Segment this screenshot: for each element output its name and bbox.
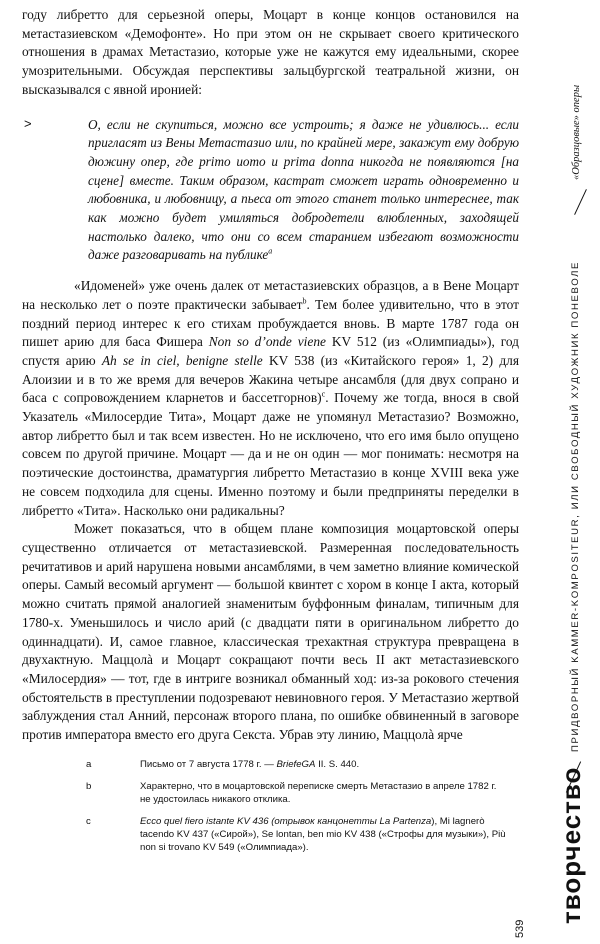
- footnotes: [86, 758, 506, 863]
- footnote-label: c: [86, 816, 91, 827]
- main-text: [22, 6, 519, 745]
- block-quote: [22, 116, 519, 266]
- quote-text: О, если не скупиться, можно все устроить; я даже не удивлюсь... если пригласят из Вены Метастазио или, по крайней мере, закажут ему добрую дюжину опер, где primo uomo и prima donna никогда не появляются [на сцене] вместе. Таким образом, кастрат сможет играть одновременно и любовника, и любовницу, а пьеса от этого станет только интереснее, так как можно будет умиляться добродетели влюбленных, заходящей настолько далеко, что они со всем старанием избегают возможности даже разговаривать на публике$^a$: [88, 116, 519, 263]
- divider-slash: [574, 189, 587, 215]
- paragraph-3: Может показаться, что в общем плане композиция моцартовской оперы существенно отличается от метастазиевской. Размеренная последовательность речитативов и арий нарушена новыми ансамблями, в чем заметно влияние комической оперы. Самый весомый аргумент — большой квинтет с хором в конце I акта, который можно считать прямой аналогией знаменитым буффонным финалам, типичным для 1780-х. Уменьшилось и число арий (с двадцати пяти в оригинальном либретто до одиннадцати). И, самое главное, классическая трехактная структура превращена в двухактную. Маццолà и Моцарт сокращают почти весь II акт метастазиевского «Милосердия» — тот, где в интриге возникал обманный ход: из-за рокового стечения обстоятельств в преступлении подозревают невиновного героя. У Метастазио жертвой заблуждения стал Анний, персонаж второго плана, по ошибке обвиненный в заговоре против императора вместо его друга Секста. Убрав эту линию, Маццолà ярче: [22, 521, 519, 743]
- footnote-ref-a: a: [268, 247, 273, 257]
- footnote-c: c Ecco quel fiero istante KV 436 (отрывок канцонетты La Partenza), Mi lagnerò tacendo KV 437 («Сирой»), Se lontan, ben mio KV 438 («Строфы для музыки»), Più non si trovano KV 549 («Олимпиада»).: [86, 816, 506, 853]
- footnote-label: a: [86, 759, 92, 770]
- footnote-b: b Характерно, что в моцартовской переписке смерть Метастазио в апреле 1782 г. не удостоилась никакого отклика.: [86, 781, 497, 805]
- chapter-title: «Образцовые» оперы: [571, 84, 582, 180]
- quote-marker: >: [24, 115, 32, 131]
- footnote-ref-b: b: [302, 296, 307, 306]
- footnote-ref-c: c: [321, 389, 326, 399]
- paragraph-1: году либретто для серьезной оперы, Моцарт в конце концов остановился на метастазиевском «Демофонте». Но при этом он не скрывает своего критического отношения в драмах Метастазио, которые уже не кажутся ему идеальными, скорее умозрительными. Обсуждая перспективы зальцбургской театральной жизни, он высказывался с явной иронией:: [22, 7, 519, 97]
- footnote-a: a Письмо от 7 августа 1778 г. — BriefeGA II. S. 440.: [86, 759, 360, 770]
- section-title: творчество: [556, 766, 586, 924]
- footnote-label: b: [86, 781, 92, 792]
- running-title: ПРИДВОРНЫЙ KAMMER-KOMPOSITEUR, ИЛИ СВОБОДНЫЙ ХУДОЖНИК ПОНЕВОЛЕ: [570, 260, 581, 752]
- page-number: 539: [514, 919, 526, 938]
- paragraph-2: «Идоменей» уже очень далек от метастазиевских образцов, а в Вене Моцарт на несколько лет о поэте практически забывает$^b$. Тем более удивительно, что в этот поздний период интерес к его стихам пробуждается вновь. В марте 1787 года он пишет арию для баса Фишера Non so d’onde viene KV 512 (из «Олимпиады»), год спустя арию Ah se in ciel, benigne stelle KV 538 (из «Китайского героя» 1, 2) для Алоизии и в то же время для вечеров Жакина четыре ансамбля (для двух сопрано и баса с сопровождением кларнетов и бассетгорнов)$^c$. Почему же тогда, внося в свой Указатель «Милосердие Тита», Моцарт даже не упомянул Метастазио? Возможно, автор либретто был и так всем известен. Но не исключено, что его имя было опущено совсем по другой причине. Моцарт — да и не он один — мог понимать: несмотря на поэтические достоинства, драматургия либретто Метастазио в конце XVIII века уже не совсем подходила для сцены. Именно поэтому и были предприняты переделки в либретто «Тита». Насколько они радикальны?: [22, 278, 520, 518]
